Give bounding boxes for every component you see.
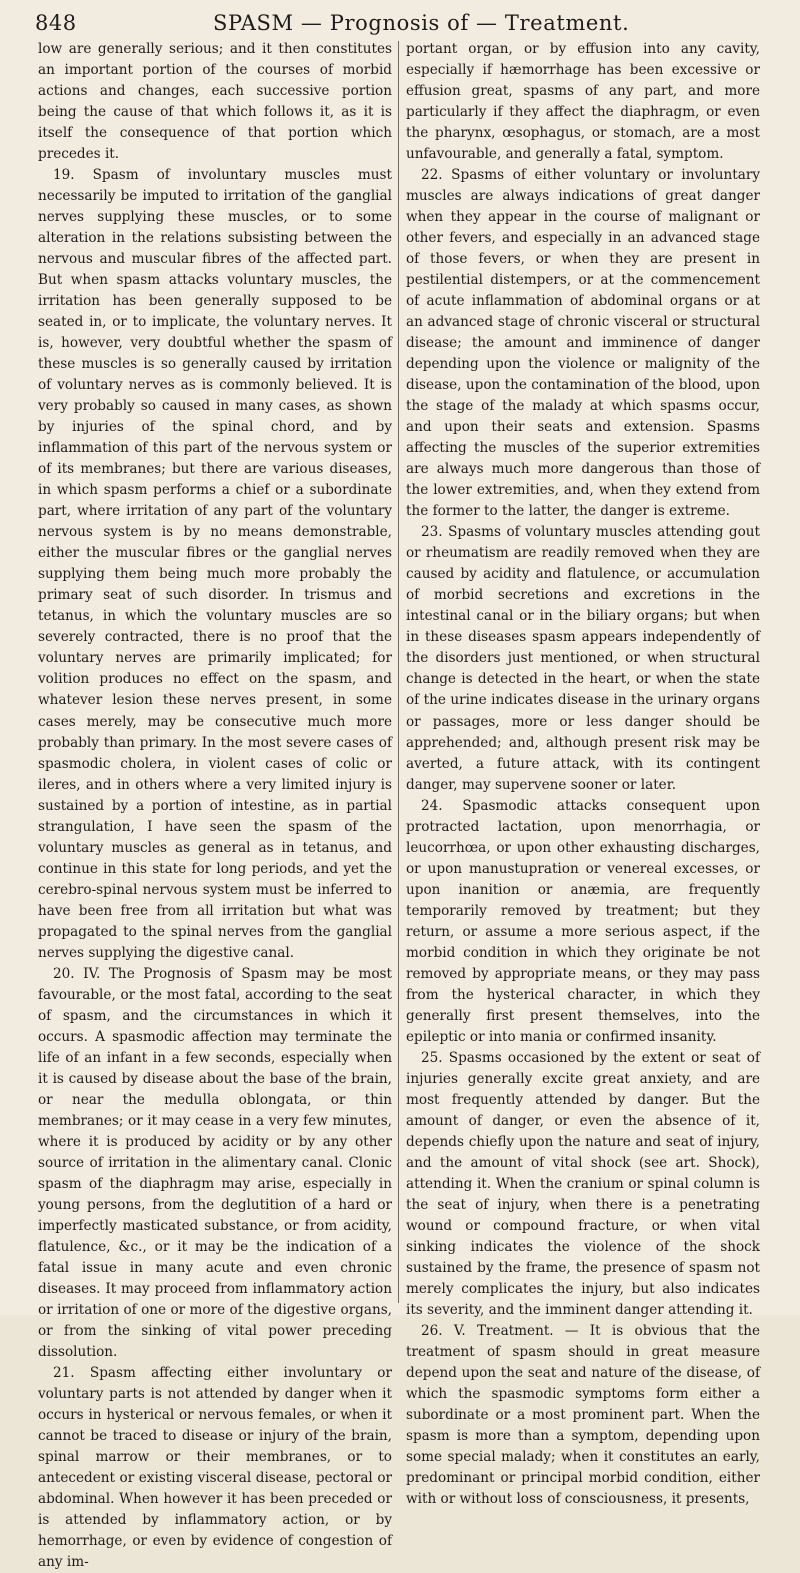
running-title: SPASM — Prognosis of — Treatment. — [213, 11, 630, 35]
paragraph-24: 24. Spasmodic attacks consequent upon protracted lactation, upon menorrhagia, or leucorrhœa, or upon other exhausting discharges, or upon manustupration or venereal excesses, or upon inanition or anæmia, are frequently temporarily removed by treatment; but they return, or assume a more serious aspect, if the morbid condition in which they originate be not removed by appropriate means, or they may pass from the hysterical character, in which they generally first present themselves, into the epileptic or into mania or confirmed insanity. — [406, 797, 760, 1045]
column-divider — [398, 41, 399, 1303]
text-columns — [38, 39, 760, 1571]
paragraph-23: 23. Spasms of voluntary muscles attending gout or rheumatism are readily removed when they are caused by acidity and flatulence, or accumulation of morbid secretions and excretions in the intestinal canal or in the biliary organs; but when in these diseases spasm appears independently of the disorders just mentioned, or when structural change is detected in the heart, or when the state of the urine indicates disease in the urinary organs or passages, more or less danger should be apprehended; and, although present risk may be averted, a future attack, with its contingent danger, may supervene sooner or later. — [406, 524, 760, 793]
right-column — [406, 39, 760, 1508]
paragraph-21: 21. Spasm affecting either involuntary or voluntary parts is not attended by danger when it occurs in hysterical or nervous females, or when it cannot be traced to disease or injury of the brain, spinal marrow or their membranes, or to antecedent or existing visceral disease, pectoral or abdominal. When however it has been preceded or is attended by inflammatory action, or by hemorrhage, or even by evidence of congestion of any im- — [38, 1364, 392, 1571]
paragraph-25: 25. Spasms occasioned by the extent or seat of injuries generally excite great anxiety, and are most frequently attended by danger. But the amount of danger, or even the absence of it, depends chiefly upon the nature and seat of injury, and the amount of vital shock (see art. Shock), attending it. When the cranium or spinal column is the seat of injury, when there is a penetrating wound or compound fracture, or when vital sinking indicates the violence of the shock sustained by the frame, the presence of spasm not merely complicates the injury, but also indicates its severity, and the imminent danger attending it. — [406, 1049, 760, 1318]
paragraph-26: 26. V. Treatment. — It is obvious that the treatment of spasm should in great measure depend upon the seat and nature of the disease, of which the spasmodic symptoms form either a subordinate or a most prominent part. When the spasm is more than a symptom, depending upon some special malady; when it constitutes an early, predominant or principal morbid condition, either with or without loss of consciousness, it presents, — [406, 1322, 760, 1508]
paragraph-21-continued: portant organ, or by effusion into any cavity, especially if hæmorrhage has been excessive or effusion great, spasms of any part, and more particularly if they affect the diaphragm, or even the pharynx, œsophagus, or stomach, are a most unfavourable, and generally a fatal, symptom. — [406, 41, 760, 163]
page-number: 848 — [35, 11, 77, 35]
left-column — [38, 39, 392, 1571]
paragraph-22: 22. Spasms of either voluntary or involuntary muscles are always indications of great danger when they appear in the course of malignant or other fevers, and especially in an advanced stage of those fevers, or when they are present in pestilential distempers, or at the commencement of acute inflammation of abdominal organs or at an advanced stage of chronic visceral or structural disease; the amount and imminence of danger depending upon the violence or malignity of the disease, upon the contamination of the blood, upon the stage of the malady at which spasms occur, and upon their seats and extension. Spasms affecting the muscles of the superior extremities are always much more dangerous than those of the lower extremities, and, when they extend from the former to the latter, the danger is extreme. — [406, 167, 760, 520]
paragraph-19: 19. Spasm of involuntary muscles must necessarily be imputed to irritation of the ganglial nerves supplying these muscles, or to some alteration in the relations subsisting between the nervous and muscular fibres of the affected part. But when spasm attacks voluntary muscles, the irritation has been generally supposed to be seated in, or to implicate, the voluntary nerves. It is, however, very doubtful whether the spasm of these muscles is so generally caused by irritation of voluntary nerves as is commonly believed. It is very probably so caused in many cases, as shown by injuries of the spinal chord, and by inflammation of this part of the nervous system or of its membranes; but there are various diseases, in which spasm performs a chief or a subordinate part, where irritation of any part of the voluntary nervous system is by no means demonstrable, either the muscular fibres or the ganglial nerves supplying them being much more probably the primary seat of such disorder. In trismus and tetanus, in which the voluntary muscles are so severely contracted, there is no proof that the voluntary nerves are primarily implicated; for volition produces no effect on the spasm, and whatever lesion these nerves present, in some cases merely, may be consecutive much more probably than primary. In the most severe cases of spasmodic cholera, in violent cases of colic or ileres, and in others where a very limited injury is sustained by a portion of intestine, as in partial strangulation, I have seen the spasm of the voluntary muscles as general as in tetanus, and continue in this state for long periods, and yet the cerebro-spinal nervous system must be inferred to have been free from all irritation but what was propagated to the spinal nerves from the ganglial nerves supplying the digestive canal. — [38, 167, 392, 961]
paragraph-continued: low are generally serious; and it then constitutes an important portion of the courses of morbid actions and changes, each successive portion being the cause of that which follows it, as it is itself the consequence of that portion which precedes it. — [38, 41, 392, 163]
paragraph-20: 20. IV. The Prognosis of Spasm may be most favourable, or the most fatal, according to the seat of spasm, and the circumstances in which it occurs. A spasmodic affection may terminate the life of an infant in a few seconds, especially when it is caused by disease about the base of the brain, or near the medulla oblongata, or thin membranes; or it may cease in a very few minutes, where it is produced by acidity or by any other source of irritation in the alimentary canal. Clonic spasm of the diaphragm may arise, especially in young persons, from the deglutition of a hard or imperfectly masticated substance, or from acidity, flatulence, &c., or it may be the indication of a fatal issue in many acute and even chronic diseases. It may proceed from inflammatory action or irritation of one or more of the digestive organs, or from the sinking of vital power preceding dissolution. — [38, 965, 392, 1360]
page-header — [35, 11, 770, 41]
